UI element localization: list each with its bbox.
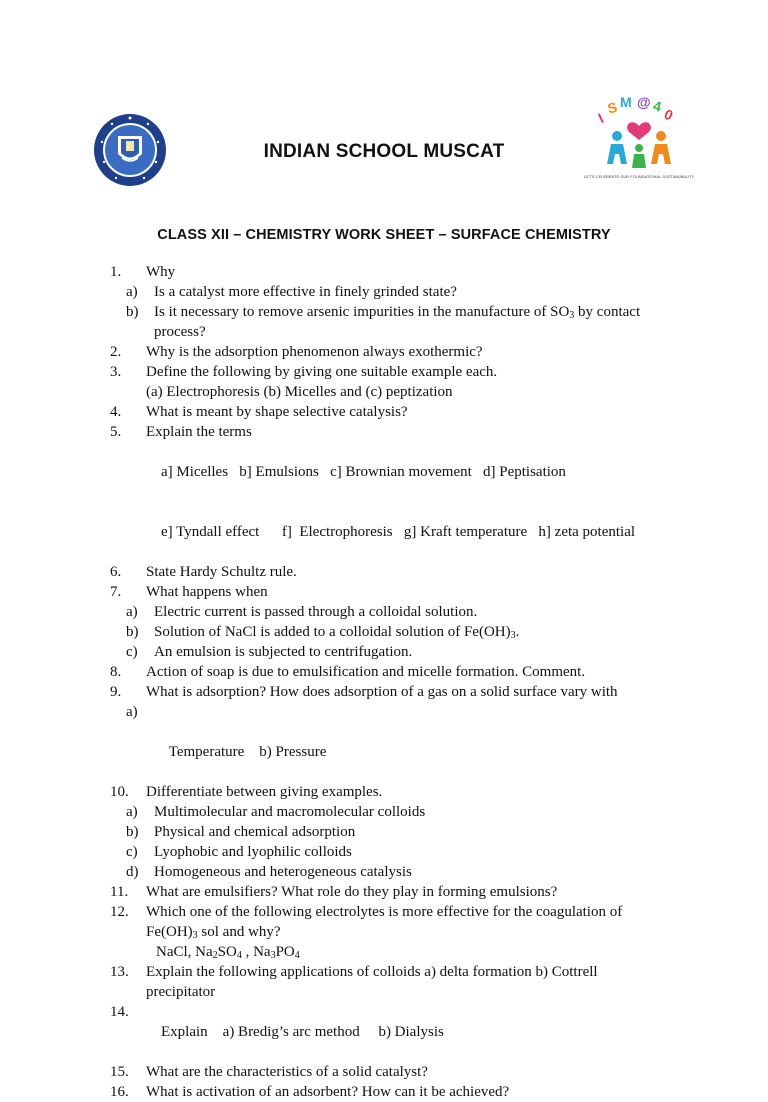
question-item [110,422,710,442]
sub-text: Physical and chemical adsorption [154,824,356,840]
question-item [110,1082,710,1102]
sub-text: Is a catalyst more effective in finely grinded state? [154,284,457,300]
sub-letter: c) [126,844,138,860]
question-item [110,562,710,582]
sub-text: Lyophobic and lyophilic colloids [154,844,352,860]
question-text: What is activation of an adsorbent? How can it be achieved? [146,1084,510,1100]
electrolyte-formula-line: NaCl, $Na_2SO_4$ , $Na_3PO_4$ [156,944,300,961]
sub-letter: b) [126,304,139,320]
sub-question [110,702,710,782]
svg-text:4: 4 [651,97,663,115]
worksheet-title: CLASS XII – CHEMISTRY WORK SHEET – SURFACE CHEMISTRY [157,227,611,243]
question-item [110,1062,710,1082]
question-item [110,402,710,422]
sub-letter: b) [126,624,139,640]
question-number: 13. [110,964,129,980]
question-number: 4. [110,404,122,420]
sub-question [110,822,710,842]
sub-text: Temperature b) Pressure [168,744,327,760]
question-item [110,682,710,702]
question-number: 9. [110,684,122,700]
sub-text: Homogeneous and heterogeneous catalysis [154,864,412,880]
svg-text:M: M [620,94,632,110]
question-line: (a) Electrophoresis (b) Micelles and (c) peptization [146,384,453,400]
question-text: State Hardy Schultz rule. [146,564,297,580]
sub-letter: a) [126,284,138,300]
question-text: What is meant by shape selective catalysis? [146,404,408,420]
svg-text:@: @ [637,94,651,110]
school-name: INDIAN SCHOOL MUSCAT [263,141,505,162]
question-text: What are emulsifiers? What role do they play in forming emulsions? [146,884,558,900]
question-item [110,1002,710,1062]
question-number: 10. [110,784,129,800]
question-number: 7. [110,584,122,600]
sub-letter: c) [126,644,138,660]
sub-letter: a) [126,604,138,620]
question-text: Differentiate between giving examples. [146,784,383,800]
question-item [110,362,710,382]
question-text: What happens when [146,584,268,600]
question-number: 14. [110,1004,129,1020]
sub-question [110,642,710,662]
svg-text:0: 0 [661,105,676,124]
sub-question-continuation: process? [154,324,206,340]
sub-question [110,282,710,302]
question-item [110,902,710,922]
question-number: 12. [110,904,129,920]
question-item [110,262,710,282]
question-line: precipitator [146,984,216,1000]
question-item [110,882,710,902]
question-number: 6. [110,564,122,580]
sub-text: Multimolecular and macromolecular colloids [154,804,426,820]
question-text: Why is the adsorption phenomenon always exothermic? [146,344,483,360]
sub-text: Is it necessary to remove arsenic impurities in the manufacture of $SO_3$ by contact [154,304,641,321]
question-text: Explain the terms [146,424,252,440]
question-line: $Fe(OH)_3$ sol and why? [146,924,281,941]
question-number: 11. [110,884,129,900]
svg-text:S: S [605,98,619,117]
question-text: Explain a) Bredig’s arc method b) Dialysis [161,1024,444,1040]
sub-question [110,862,710,882]
sub-letter: a) [126,804,138,820]
sub-question [110,602,710,622]
question-list [110,262,710,1102]
question-text: Why [146,264,176,280]
question-item [110,782,710,802]
sub-text: Solution of NaCl is added to a colloidal solution of $Fe(OH)_3$. [154,624,520,641]
question-text: What is adsorption? How does adsorption of a gas on a solid surface vary with [146,684,618,700]
question-number: 16. [110,1084,129,1100]
sub-letter: b) [126,824,139,840]
question-line: e] Tyndall effect f] Electrophoresis g] Kraft temperature h] zeta potential [161,524,636,540]
sub-question [110,622,710,642]
question-item [110,662,710,682]
sub-letter: a) [126,704,138,720]
question-text: Define the following by giving one suitable example each. [146,364,498,380]
question-number: 2. [110,344,122,360]
question-text: Which one of the following electrolytes is more effective for the coagulation of [146,904,623,920]
question-number: 8. [110,664,122,680]
sub-text: Electric current is passed through a colloidal solution. [154,604,478,620]
question-number: 15. [110,1064,129,1080]
question-number: 5. [110,424,122,440]
question-text: Action of soap is due to emulsification and micelle formation. Comment. [146,664,586,680]
question-line: a] Micelles b] Emulsions c] Brownian movement d] Peptisation [161,464,566,480]
sub-question [110,842,710,862]
question-text: Explain the following applications of colloids a) delta formation b) Cottrell [146,964,598,980]
svg-text:LET'S CELEBRATE OUR FOUNDATION: LET'S CELEBRATE OUR FOUNDATIONAL SUSTAINABILITY [583,174,695,179]
sub-question [110,802,710,822]
question-number: 1. [110,264,122,280]
question-item [110,342,710,362]
svg-text:I: I [595,109,606,127]
sub-text: An emulsion is subjected to centrifugation. [154,644,413,660]
question-number: 3. [110,364,122,380]
sub-question [110,302,710,322]
sub-letter: d) [126,864,139,880]
question-item [110,962,710,982]
question-text: What are the characteristics of a solid catalyst? [146,1064,428,1080]
question-item [110,582,710,602]
